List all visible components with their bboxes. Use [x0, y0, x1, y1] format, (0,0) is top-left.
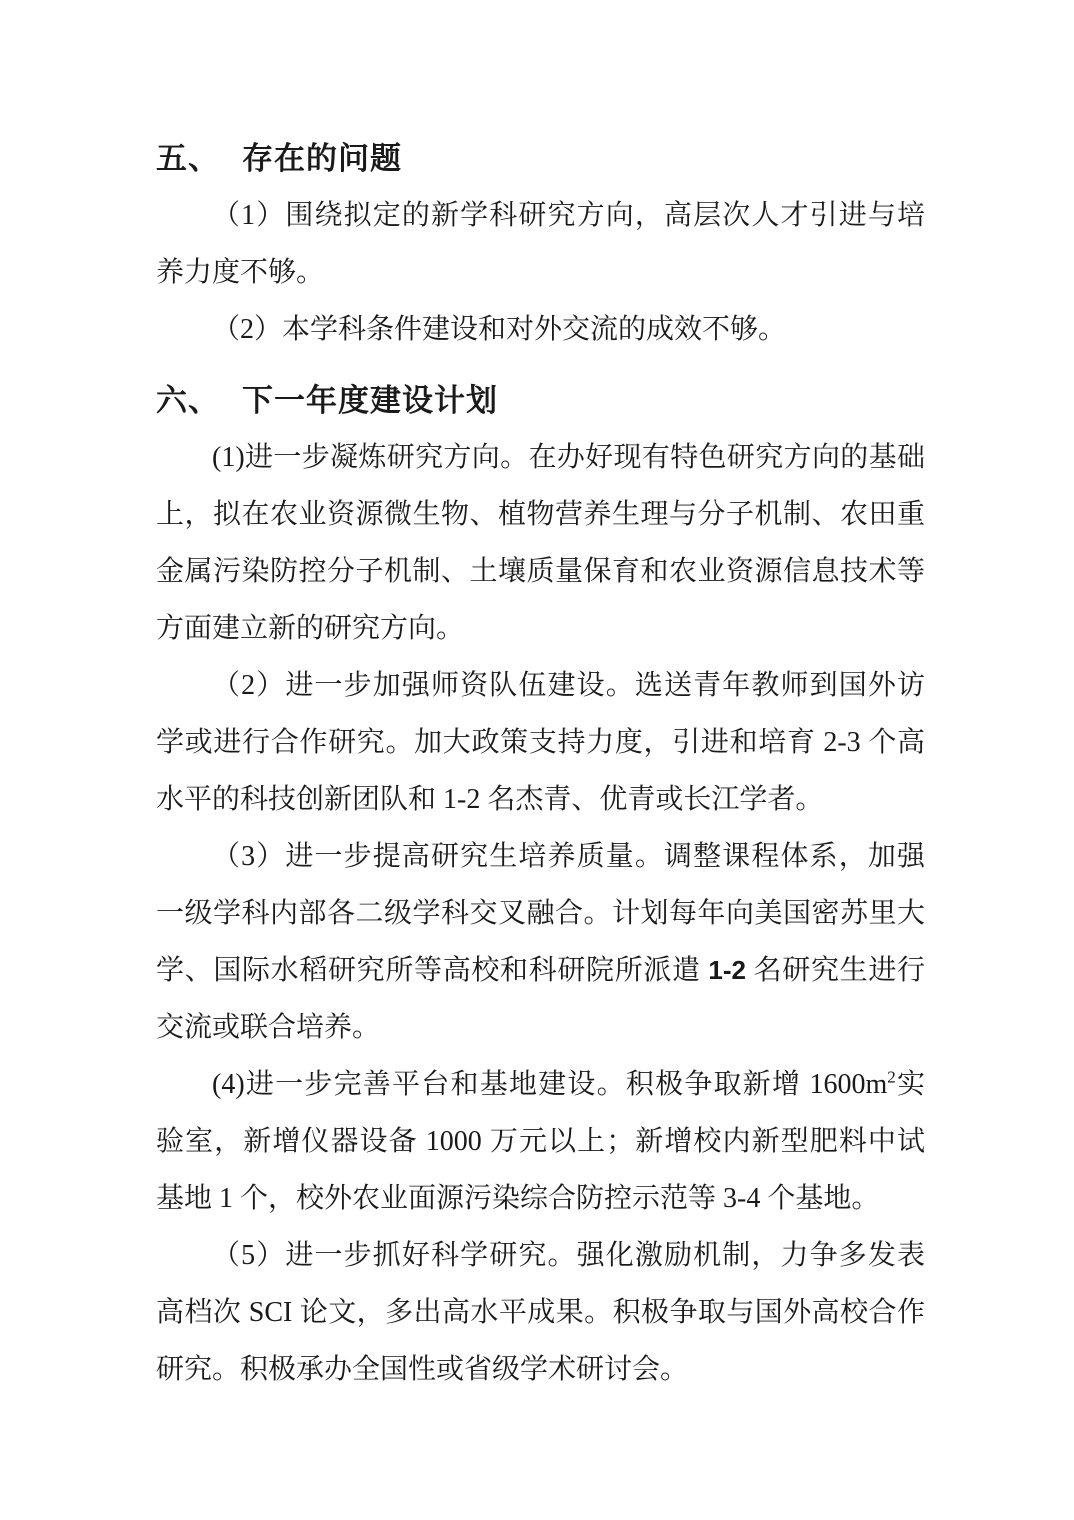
body-text: （1）围绕拟定的新学科研究方向，高层次人才引进与培养力度不够。: [156, 200, 925, 288]
body-text: 实验室，新增仪器设备 1000 万元以上；新增校内新型肥料中试基地 1 个，校外农业面源污染综合防控示范等 3-4 个基地。: [156, 1069, 925, 1214]
section-heading: [156, 130, 925, 187]
heading-title: 存在的问题: [242, 141, 402, 176]
paragraph: [156, 301, 925, 358]
body-text: （5）进一步抓好科学研究。强化激励机制，力争多发表高档次 SCI 论文，多出高水平成果。积极争取与国外高校合作研究。积极承办全国性或省级学术研讨会。: [156, 1240, 925, 1385]
heading-number: 五、: [156, 141, 220, 176]
superscript-exponent: 2: [887, 1067, 896, 1087]
body-text: （2）本学科条件建设和对外交流的成效不够。: [212, 314, 787, 345]
section-next-year-plan: [156, 372, 925, 1398]
section-heading: [156, 372, 925, 429]
heading-number: 六、: [156, 383, 220, 418]
body-text: (1)进一步凝炼研究方向。在办好现有特色研究方向的基础上，拟在农业资源微生物、植物营养生理与分子机制、农田重金属污染防控分子机制、土壤质量保育和农业资源信息技术等方面建立新的研究方向。: [156, 442, 925, 644]
body-text: (4)进一步完善平台和基地建设。积极争取新增 1600m: [212, 1069, 888, 1100]
paragraph: [156, 1227, 925, 1398]
body-text: （3）进一步提高研究生培养质量。调整课程体系，加强一级学科内部各二级学科交叉融合。计划每年向美国密苏里大学、国际水稻研究所等高校和科研院所派遣: [156, 841, 925, 986]
paragraph: [156, 187, 925, 301]
emphasized-number: 1-2: [708, 955, 746, 985]
paragraph: [156, 429, 925, 657]
paragraph: [156, 657, 925, 828]
body-text: （2）进一步加强师资队伍建设。选送青年教师到国外访学或进行合作研究。加大政策支持力度，引进和培育 2-3 个高水平的科技创新团队和 1-2 名杰青、优青或长江学者。: [156, 670, 925, 815]
paragraph: [156, 828, 925, 1056]
heading-title: 下一年度建设计划: [242, 383, 498, 418]
body-text: 名研究生进行交流或联合培养。: [156, 955, 925, 1043]
paragraph: [156, 1056, 925, 1227]
section-existing-problems: [156, 130, 925, 358]
